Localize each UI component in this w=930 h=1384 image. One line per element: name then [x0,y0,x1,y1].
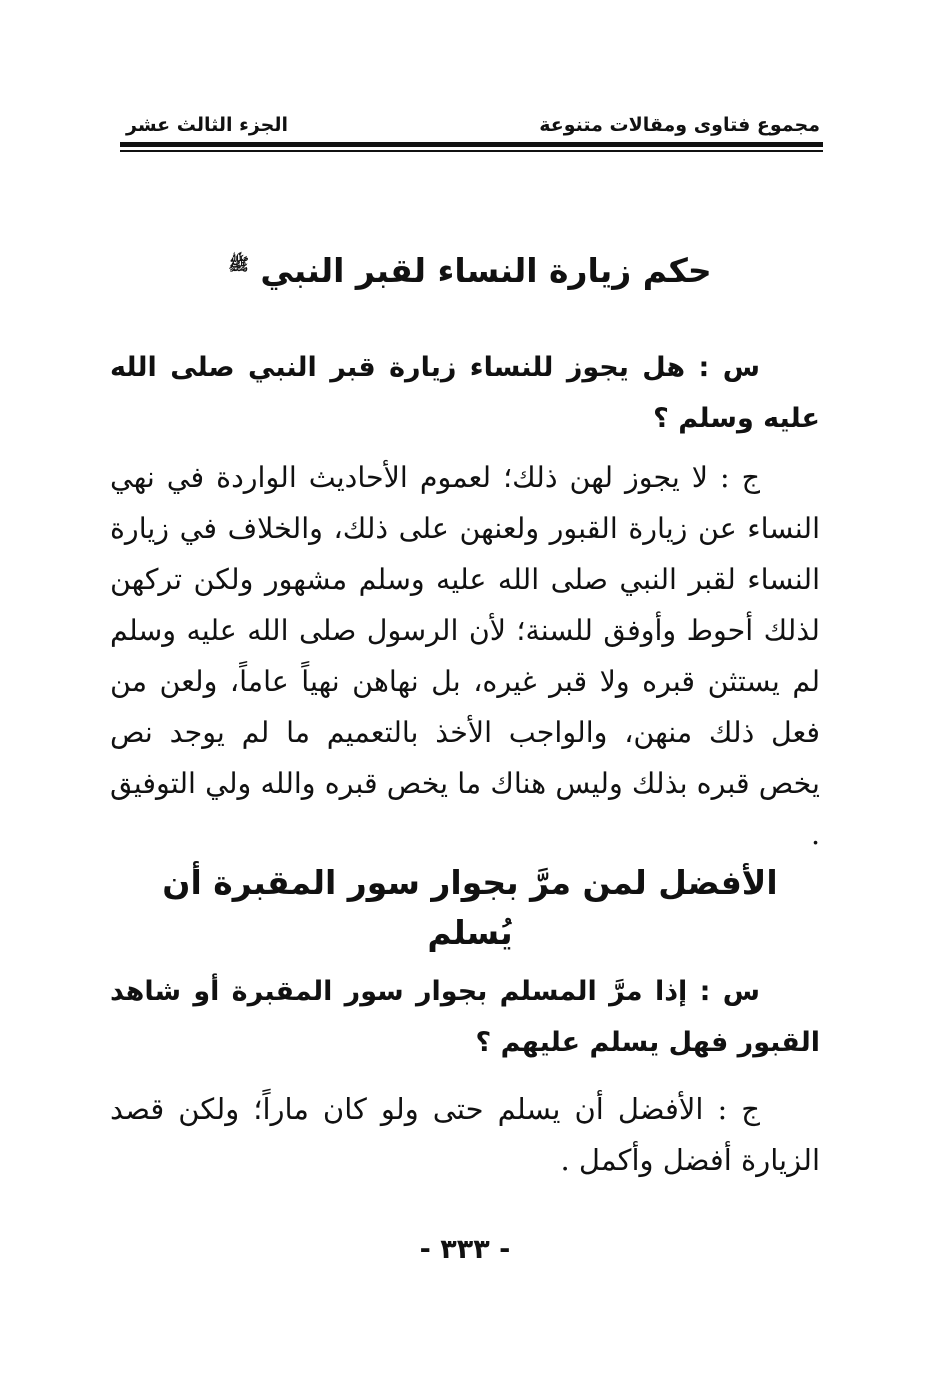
question-block [110,342,820,444]
section-title-text: الأفضل لمن مرَّ بجوار سور المقبرة أن يُسلم [162,863,778,952]
answer-text: ج : الأفضل أن يسلم حتى ولو كان ماراً؛ ولكن قصد الزيارة أفضل وأكمل . [110,1092,820,1177]
question-text: س : هل يجوز للنساء زيارة قبر النبي صلى الله عليه وسلم ؟ [110,352,820,434]
honorific-symbol: ﷺ [228,255,249,275]
section-title-women-visiting-grave [120,240,820,296]
section-title-text: حكم زيارة النساء لقبر النبي [260,251,712,290]
section-title-passing-cemetery [120,858,820,958]
header-rule-thick [120,142,823,147]
header-rule-thin [120,150,823,152]
question-text: س : إذا مرَّ المسلم بجوار سور المقبرة أو شاهد القبور فهل يسلم عليهم ؟ [110,976,820,1058]
answer-block [110,1084,820,1186]
book-title: مجموع فتاوى ومقالات متنوعة [539,114,820,136]
volume-label: الجزء الثالث عشر [126,114,289,136]
answer-block [110,452,820,860]
question-block [110,966,820,1068]
page-number: - ٣٣٣ - [419,1234,511,1265]
running-header [120,108,820,142]
answer-text: ج : لا يجوز لهن ذلك؛ لعموم الأحاديث الواردة في نهي النساء عن زيارة القبور ولعنهن على ذلك، والخلاف في زيارة النساء لقبر النبي صلى الله عليه وسلم مشهور ولكن تركهن لذلك أحوط وأوفق للسنة؛ لأن الرسول صلى الله عليه وسلم لم يستثن قبره ولا قبر غيره، بل نهاهن نهياً عاماً، ولعن من فعل ذلك منهن، والواجب الأخذ بالتعميم ما لم يوجد نص يخص قبره بذلك وليس هناك ما يخص قبره والله ولي التوفيق . [110,461,820,851]
